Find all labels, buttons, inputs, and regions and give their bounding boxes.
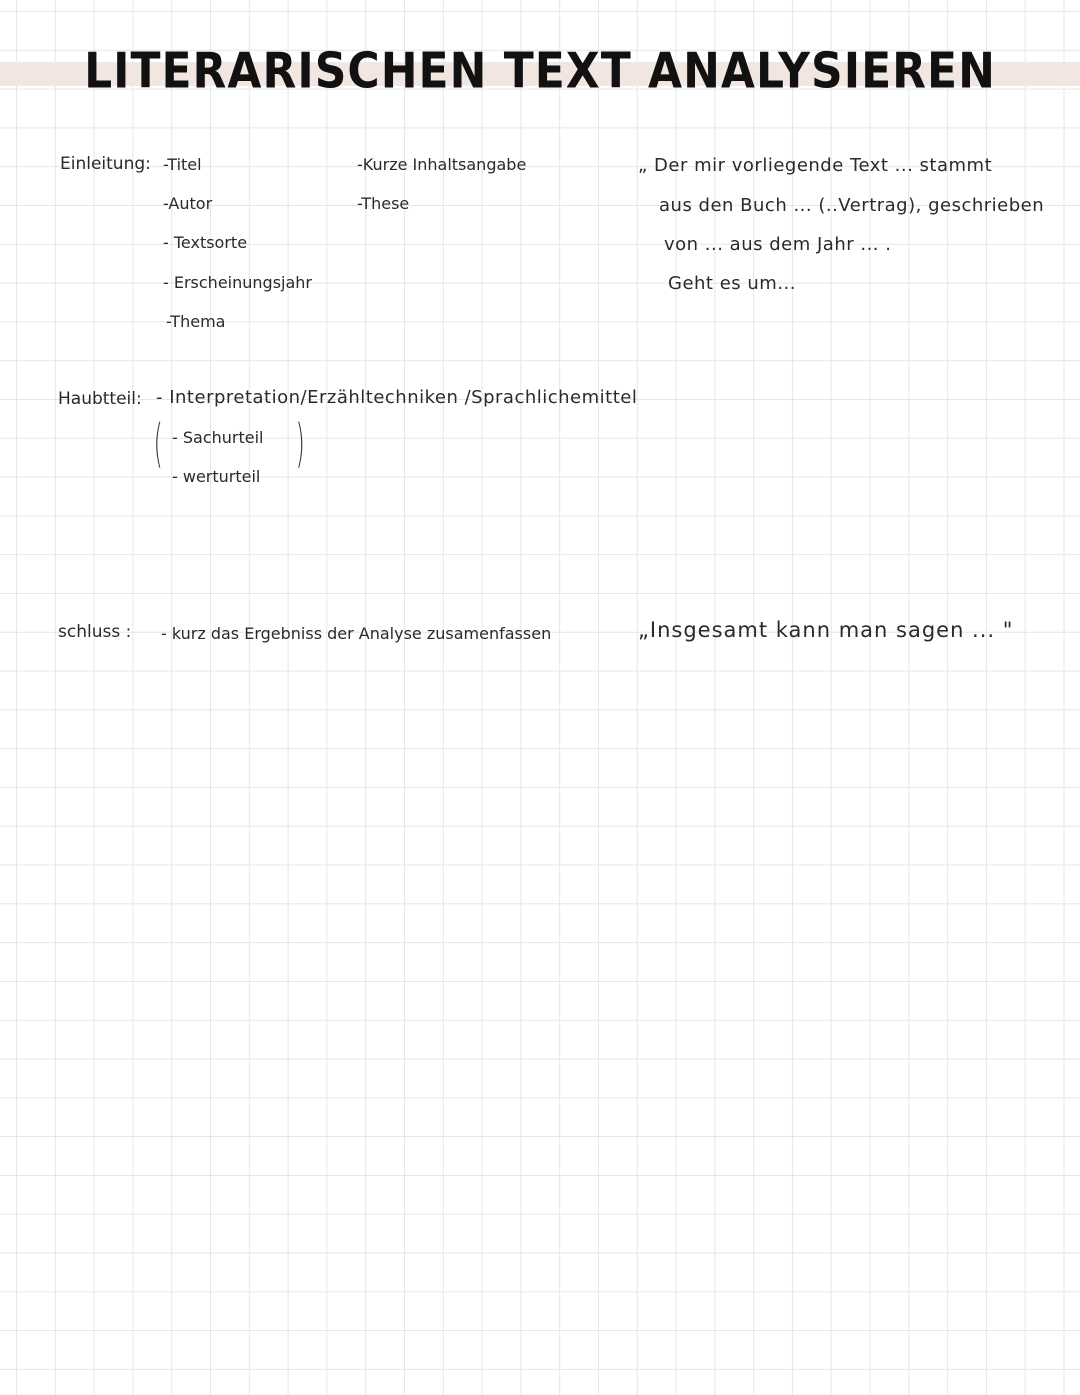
schluss-label: schluss : [58, 622, 132, 642]
schluss-quote: „Insgesamt kann man sagen ... " [638, 618, 1014, 642]
einleitung-label: Einleitung: [60, 154, 151, 174]
einleitung-item-these: -These [357, 194, 410, 213]
hauptteil-item-werturteil: - werturteil [172, 467, 261, 486]
einleitung-quote-line: von ... aus dem Jahr ... . [664, 234, 892, 255]
hauptteil-label: Haubtteil: [58, 389, 142, 409]
einleitung-item-erscheinungsjahr: - Erscheinungsjahr [163, 273, 312, 292]
einleitung-item-thema: -Thema [166, 312, 226, 331]
einleitung-item-inhaltsangabe: -Kurze Inhaltsangabe [357, 155, 527, 174]
einleitung-item-titel: -Titel [163, 155, 202, 174]
left-parenthesis: ( [153, 414, 163, 474]
page-title: LITERARISCHEN TEXT ANALYSIEREN [84, 42, 996, 101]
einleitung-item-textsorte: - Textsorte [163, 233, 248, 252]
einleitung-quote-line: Geht es um... [668, 273, 796, 294]
einleitung-quote-line: aus den Buch ... (..Vertrag), geschrieben [659, 195, 1045, 216]
hauptteil-line: - Interpretation/Erzähltechniken /Sprachlichemittel [156, 387, 638, 408]
einleitung-quote-line: „ Der mir vorliegende Text ... stammt [638, 155, 993, 176]
schluss-item: - kurz das Ergebniss der Analyse zusamenfassen [161, 624, 552, 643]
einleitung-item-autor: -Autor [163, 194, 213, 213]
hauptteil-item-sachurteil: - Sachurteil [172, 428, 264, 447]
right-parenthesis: ) [295, 414, 305, 474]
